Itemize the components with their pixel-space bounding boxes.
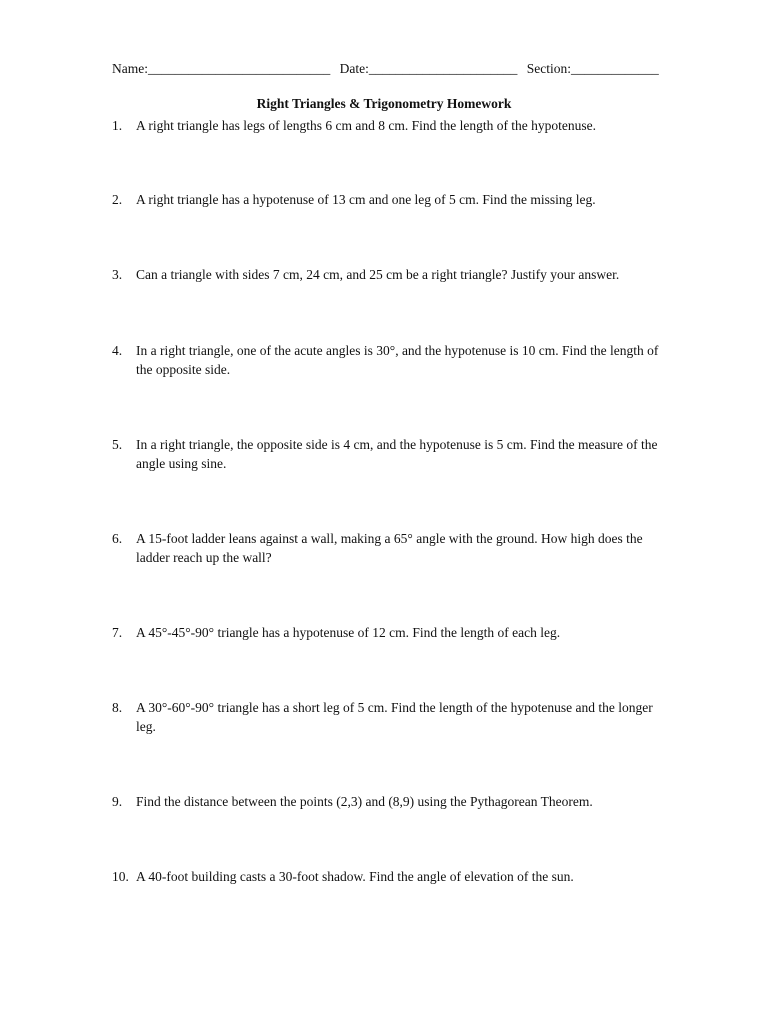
question-text: A right triangle has a hypotenuse of 13 cm and one leg of 5 cm. Find the missing leg.	[136, 192, 596, 207]
question-text: In a right triangle, the opposite side is 4 cm, and the hypotenuse is 5 cm. Find the measure of the angle using sine.	[136, 437, 658, 471]
date-field: Date:______________________	[339, 61, 518, 76]
question-number: 4.	[112, 343, 123, 358]
question-7	[112, 623, 672, 642]
question-3	[112, 265, 672, 284]
question-number: 10.	[112, 869, 129, 884]
question-number: 2.	[112, 192, 123, 207]
question-8	[112, 698, 672, 736]
question-text: A 40-foot building casts a 30-foot shadow. Find the angle of elevation of the sun.	[136, 869, 574, 884]
question-text: A 45°-45°-90° triangle has a hypotenuse of 12 cm. Find the length of each leg.	[136, 625, 561, 640]
worksheet-title: Right Triangles & Trigonometry Homework	[256, 96, 512, 111]
name-field: Name:___________________________	[112, 61, 331, 76]
question-number: 9.	[112, 794, 123, 809]
question-1	[112, 116, 672, 135]
question-number: 3.	[112, 267, 123, 282]
question-9	[112, 792, 672, 811]
question-number: 8.	[112, 700, 123, 715]
question-4	[112, 341, 672, 379]
question-6	[112, 529, 672, 567]
question-text: In a right triangle, one of the acute angles is 30°, and the hypotenuse is 10 cm. Find the length of the opposite side.	[136, 343, 659, 377]
question-2	[112, 190, 672, 209]
question-text: A 15-foot ladder leans against a wall, making a 65° angle with the ground. How high does the ladder reach up the wall?	[136, 531, 643, 565]
question-text: A right triangle has legs of lengths 6 cm and 8 cm. Find the length of the hypotenuse.	[136, 118, 597, 133]
question-text: Can a triangle with sides 7 cm, 24 cm, and 25 cm be a right triangle? Justify your answer.	[136, 267, 620, 282]
question-10	[112, 867, 672, 886]
question-number: 5.	[112, 437, 123, 452]
question-number: 7.	[112, 625, 123, 640]
question-number: 6.	[112, 531, 123, 546]
question-5	[112, 435, 672, 473]
question-text: Find the distance between the points (2,3) and (8,9) using the Pythagorean Theorem.	[136, 794, 593, 809]
question-text: A 30°-60°-90° triangle has a short leg of 5 cm. Find the length of the hypotenuse and the longer leg.	[136, 700, 653, 734]
question-number: 1.	[112, 118, 123, 133]
student-info-line	[112, 61, 672, 77]
section-field: Section:_____________	[526, 61, 659, 76]
